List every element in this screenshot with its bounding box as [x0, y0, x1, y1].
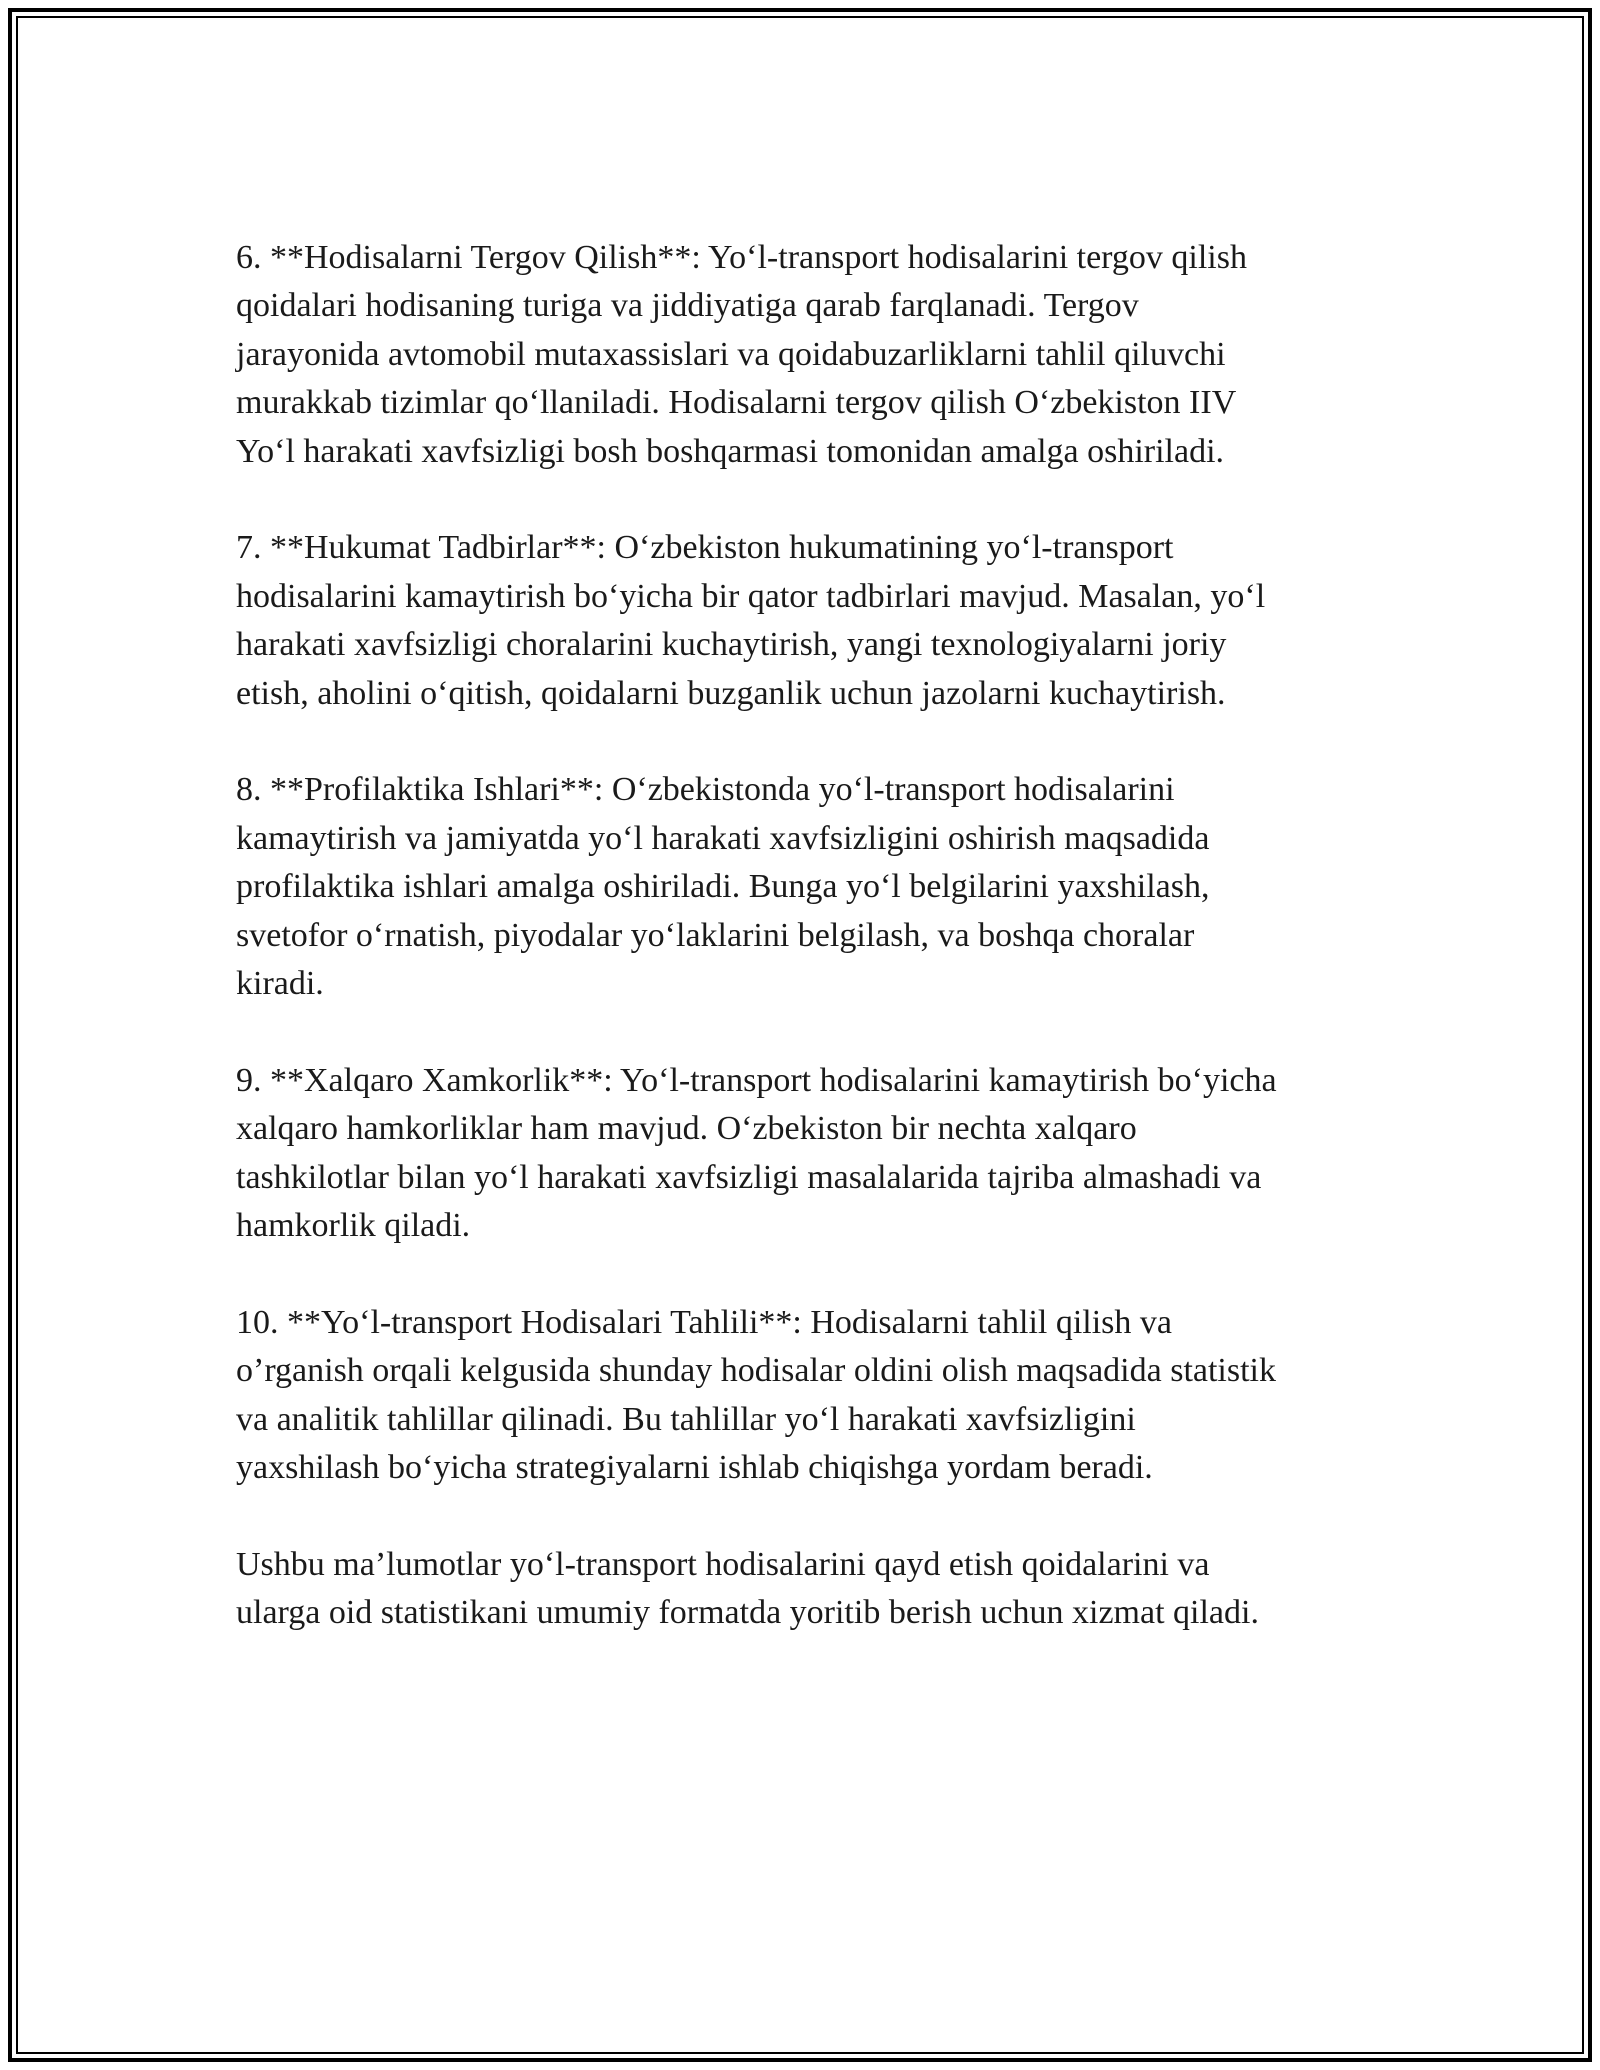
paragraph-7-government-measures [236, 524, 1366, 718]
paragraph-conclusion [236, 1541, 1366, 1638]
text-line: Ushbu ma’lumotlar yo‘l-transport hodisalarini qayd etish qoidalarini va [236, 1545, 1210, 1583]
paragraph-6-investigation [236, 234, 1366, 476]
text-line: o’rganish orqali kelgusida shunday hodisalar oldini olish maqsadida statistik [236, 1352, 1277, 1390]
text-line: yaxshilash bo‘yicha strategiyalarni ishlab chiqishga yordam beradi. [236, 1449, 1153, 1487]
paragraph-9-international-cooperation [236, 1057, 1366, 1251]
text-line: etish, aholini o‘qitish, qoidalarni buzganlik uchun jazolarni kuchaytirish. [236, 674, 1226, 712]
text-line: 9. **Xalqaro Xamkorlik**: Yo‘l-transport hodisalarini kamaytirish bo‘yicha [236, 1061, 1277, 1099]
text-line: Yo‘l harakati xavfsizligi bosh boshqarmasi tomonidan amalga oshiriladi. [236, 432, 1225, 470]
text-line: 7. **Hukumat Tadbirlar**: O‘zbekiston hukumatining yo‘l-transport [236, 529, 1174, 567]
text-line: svetofor o‘rnatish, piyodalar yo‘laklarini belgilash, va boshqa choralar [236, 916, 1195, 954]
text-line: harakati xavfsizligi choralarini kuchaytirish, yangi texnologiyalarni joriy [236, 626, 1227, 664]
text-line: hodisalarini kamaytirish bo‘yicha bir qator tadbirlari mavjud. Masalan, yo‘l [236, 577, 1266, 615]
text-line: jarayonida avtomobil mutaxassislari va qoidabuzarliklarni tahlil qiluvchi [236, 335, 1226, 373]
text-line: hamkorlik qiladi. [236, 1207, 471, 1245]
text-line: 8. **Profilaktika Ishlari**: O‘zbekistonda yo‘l-transport hodisalarini [236, 771, 1175, 809]
text-line: 6. **Hodisalarni Tergov Qilish**: Yo‘l-transport hodisalarini tergov qilish [236, 239, 1247, 276]
text-line: murakkab tizimlar qo‘llaniladi. Hodisalarni tergov qilish O‘zbekiston IIV [236, 384, 1237, 422]
document-body [236, 234, 1366, 1686]
text-line: kiradi. [236, 965, 324, 1003]
text-line: xalqaro hamkorliklar ham mavjud. O‘zbekiston bir nechta xalqaro [236, 1110, 1137, 1148]
text-line: kamaytirish va jamiyatda yo‘l harakati xavfsizligini oshirish maqsadida [236, 819, 1210, 857]
paragraph-8-prevention [236, 766, 1366, 1008]
text-line: tashkilotlar bilan yo‘l harakati xavfsizligi masalalarida tajriba almashadi va [236, 1158, 1262, 1196]
paragraph-10-analysis [236, 1299, 1366, 1493]
text-line: qoidalari hodisaning turiga va jiddiyatiga qarab farqlanadi. Tergov [236, 287, 1139, 325]
text-line: ularga oid statistikani umumiy formatda yoritib berish uchun xizmat qiladi. [236, 1594, 1259, 1632]
text-line: 10. **Yo‘l-transport Hodisalari Tahlili**: Hodisalarni tahlil qilish va [236, 1303, 1172, 1341]
text-line: va analitik tahlillar qilinadi. Bu tahlillar yo‘l harakati xavfsizligini [236, 1400, 1136, 1438]
text-line: profilaktika ishlari amalga oshiriladi. Bunga yo‘l belgilarini yaxshilash, [236, 868, 1210, 906]
